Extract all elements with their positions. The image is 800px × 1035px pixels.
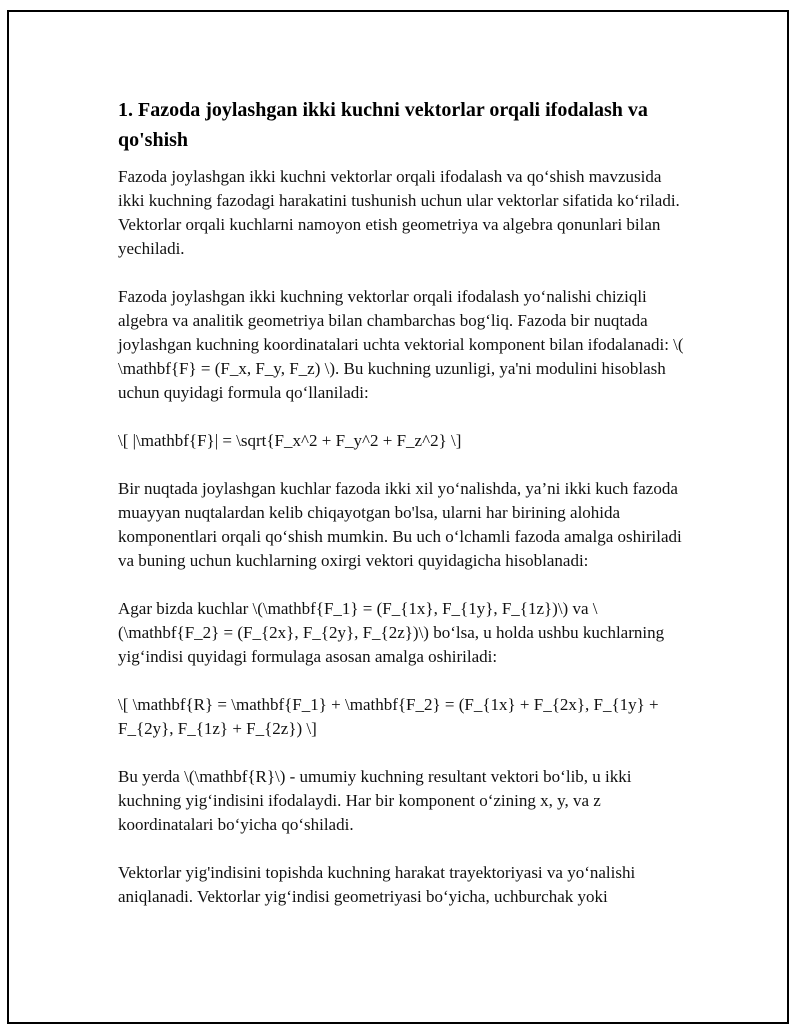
document-body	[118, 95, 686, 933]
formula-magnitude: \[ |\mathbf{F}| = \sqrt{F_x^2 + F_y^2 + F_z^2} \]	[118, 431, 462, 450]
paragraph-intro: Fazoda joylashgan ikki kuchni vektorlar orqali ifodalash va qo‘shish mavzusida ikki kuchning fazodagi harakatini tushunish uchun ular vektorlar sifatida ko‘riladi. Vektorlar orqali kuchlarni namoyon etish geometriya va algebra qonunlari bilan yechiladi.	[118, 167, 680, 258]
section-heading: 1. Fazoda joylashgan ikki kuchni vektorlar orqali ifodalash va qo'shish	[118, 99, 648, 151]
paragraph-geometry: Vektorlar yig'indisini topishda kuchning harakat trayektoriyasi va yo‘nalishi aniqlanadi. Vektorlar yig‘indisi geometriyasi bo‘yicha, uchburchak yoki	[118, 863, 636, 906]
paragraph-components: Fazoda joylashgan ikki kuchning vektorlar orqali ifodalash yo‘nalishi chiziqli algebra va analitik geometriya bilan chambarchas bog‘liq. Fazoda bir nuqtada joylashgan kuchning koordinatalari uchta vektorial komponent bilan ifodalanadi: \( \mathbf{F} = (F_x, F_y, F_z) \). Bu kuchning uzunligi, ya'ni modulini hisoblash uchun quyidagi formula qo‘llaniladi:	[118, 287, 684, 402]
paragraph-force-definitions: Agar bizda kuchlar \(\mathbf{F_1} = (F_{1x}, F_{1y}, F_{1z})\) va \(\mathbf{F_2} = (F_{2x}, F_{2y}, F_{2z})\) bo‘lsa, u holda ushbu kuchlarning yig‘indisi quyidagi formulaga asosan amalga oshiriladi:	[118, 599, 665, 666]
paragraph-resultant-explanation: Bu yerda \(\mathbf{R}\) - umumiy kuchning resultant vektori bo‘lib, u ikki kuchning yig‘indisini ifodalaydi. Har bir komponent o‘zining x, y, va z koordinatalari bo‘yicha qo‘shiladi.	[118, 767, 632, 834]
formula-resultant: \[ \mathbf{R} = \mathbf{F_1} + \mathbf{F_2} = (F_{1x} + F_{2x}, F_{1y} + F_{2y}, F_{1z} + F_{2z}) \]	[118, 695, 659, 738]
paragraph-two-forces: Bir nuqtada joylashgan kuchlar fazoda ikki xil yo‘nalishda, ya’ni ikki kuch fazoda muayyan nuqtalardan kelib chiqayotgan bo'lsa, ularni har birining alohida komponentlari orqali qo‘shish mumkin. Bu uch o‘lchamli fazoda amalga oshiriladi va buning uchun kuchlarning oxirgi vektori quyidagicha hisoblanadi:	[118, 479, 682, 570]
